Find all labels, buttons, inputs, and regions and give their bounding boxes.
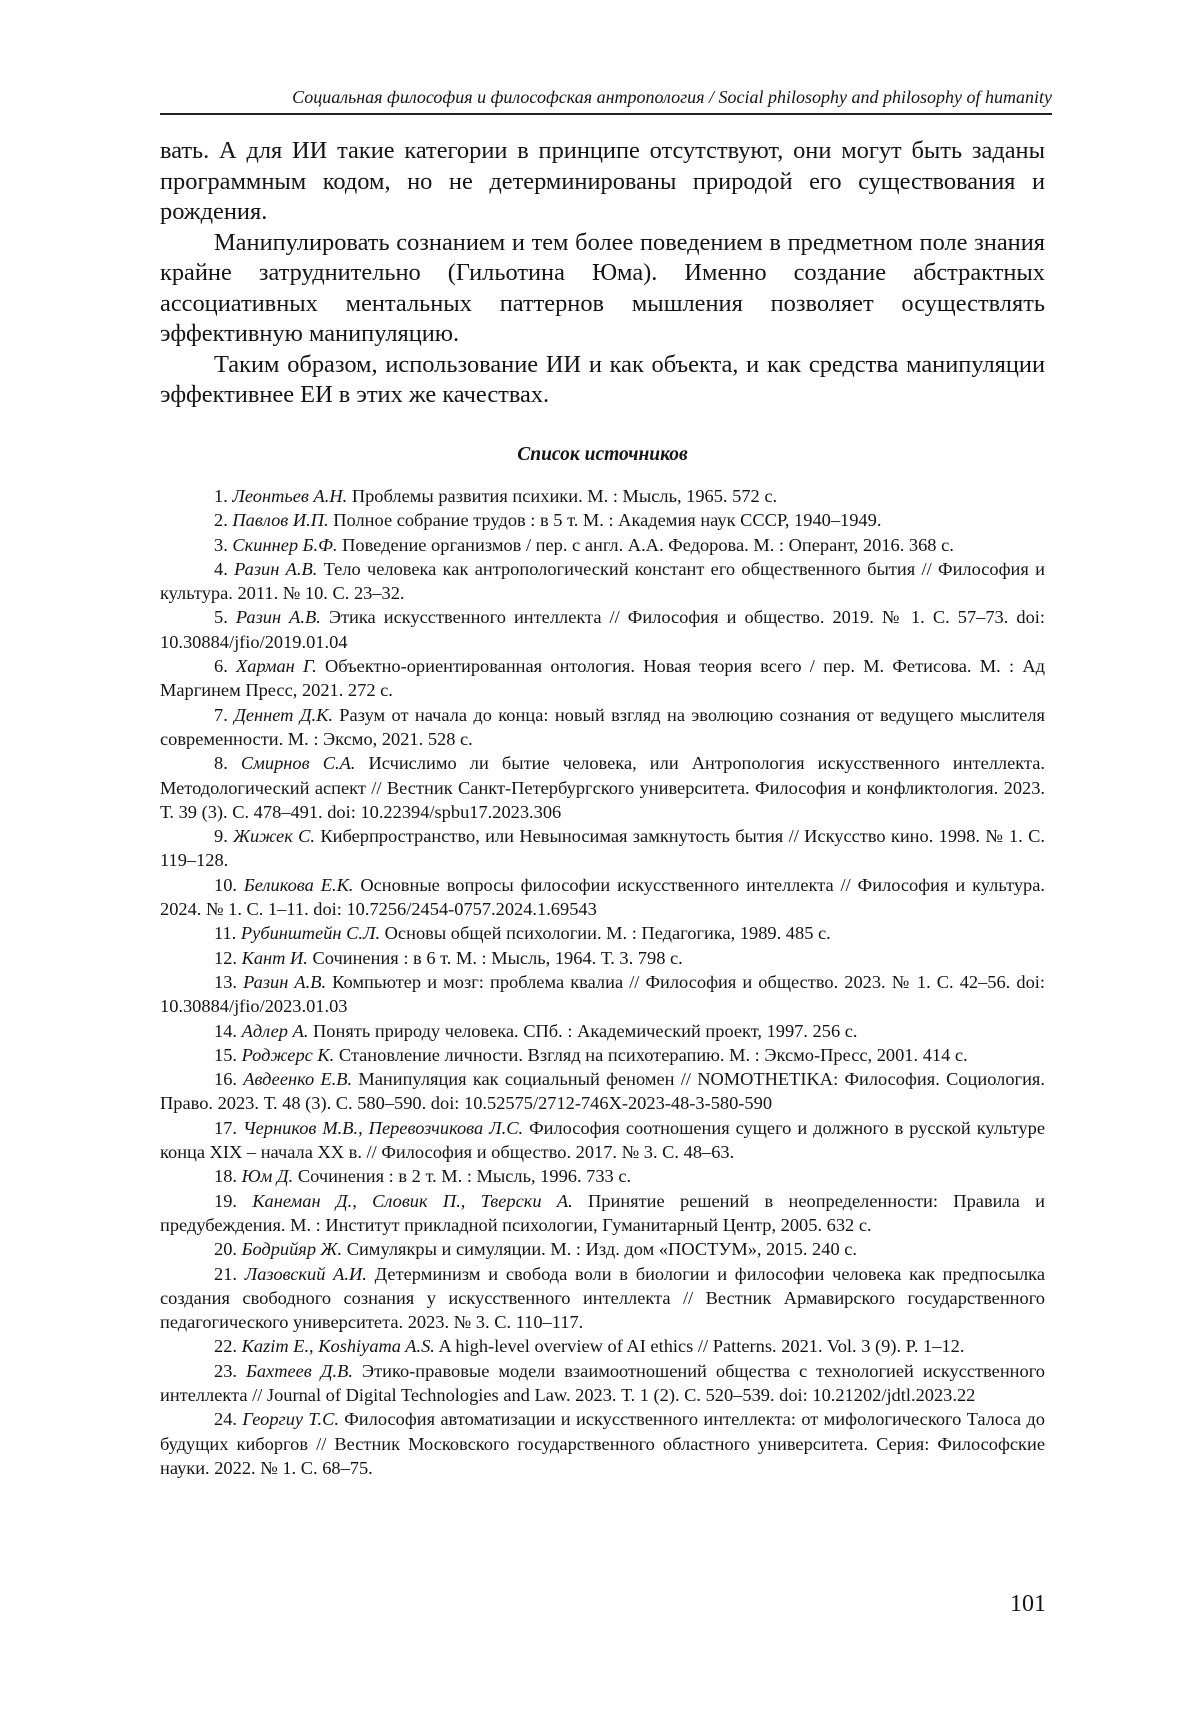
reference-text: Исчислимо ли бытие человека, или Антропология искусственного интеллекта. Методологический аспект // Вестник Санкт-Петербургского университета. Философия и конфликтология. 2023. Т. 39 (3). С. 478–491. doi: 10.22394/spbu17.2023.306 bbox=[160, 753, 1045, 822]
reference-number: 17. bbox=[214, 1117, 237, 1138]
reference-item bbox=[160, 1019, 1045, 1043]
reference-author: Кант И. bbox=[241, 947, 308, 968]
reference-item bbox=[160, 1043, 1045, 1067]
reference-number: 20. bbox=[214, 1239, 237, 1260]
reference-number: 3. bbox=[214, 534, 228, 555]
reference-author: Разин А.В. bbox=[235, 607, 321, 628]
reference-author: Роджерс К. bbox=[241, 1044, 335, 1065]
reference-text: Основные вопросы философии искусственного интеллекта // Философия и культура. 2024. № 1. С. 1–11. doi: 10.7256/2454-0757.2024.1.69543 bbox=[160, 874, 1045, 920]
reference-item bbox=[160, 508, 1045, 532]
reference-author: Разин А.В. bbox=[243, 971, 327, 992]
reference-text: Тело человека как антропологический констант его общественного бытия // Философия и культура. 2011. № 10. С. 23–32. bbox=[160, 558, 1045, 604]
reference-item bbox=[160, 1407, 1045, 1480]
reference-number: 11. bbox=[214, 923, 237, 944]
page-number: 101 bbox=[1010, 1591, 1046, 1617]
reference-item bbox=[160, 751, 1045, 824]
body-paragraph: Таким образом, использование ИИ и как объекта, и как средства манипуляции эффективнее ЕИ в этих же качествах. bbox=[160, 350, 1045, 408]
reference-author: Бодрийяр Ж. bbox=[241, 1239, 343, 1260]
reference-item bbox=[160, 1116, 1045, 1165]
reference-number: 8. bbox=[214, 753, 228, 774]
reference-item bbox=[160, 1262, 1045, 1335]
body-text bbox=[160, 136, 1045, 411]
reference-number: 21. bbox=[214, 1263, 237, 1284]
reference-item bbox=[160, 970, 1045, 1019]
reference-number: 6. bbox=[214, 656, 228, 677]
reference-text: Сочинения : в 2 т. М. : Мысль, 1996. 733 с. bbox=[297, 1166, 632, 1187]
reference-author: Георгиу Т.С. bbox=[242, 1409, 339, 1430]
reference-text: Принятие решений в неопределенности: Правила и предубеждения. М. : Институт прикладной психологии, Гуманитарный Центр, 2005. 632 с. bbox=[160, 1190, 1045, 1235]
reference-text: Становление личности. Взгляд на психотерапию. М. : Эксмо-Пресс, 2001. 414 с. bbox=[338, 1044, 968, 1065]
reference-number: 10. bbox=[214, 874, 237, 895]
reference-author: Жижек С. bbox=[233, 826, 316, 847]
reference-text: Разум от начала до конца: новый взгляд на эволюцию сознания от ведущего мыслителя современности. М. : Эксмо, 2021. 528 с. bbox=[160, 704, 1045, 749]
reference-author: Авдеенко Е.В. bbox=[243, 1069, 353, 1090]
reference-number: 15. bbox=[214, 1044, 237, 1065]
reference-item bbox=[160, 1067, 1045, 1116]
reference-text: Понять природу человека. СПб. : Академический проект, 1997. 256 с. bbox=[313, 1020, 858, 1041]
reference-number: 13. bbox=[214, 971, 237, 992]
reference-number: 1. bbox=[214, 486, 228, 506]
reference-item bbox=[160, 557, 1045, 606]
references-title: Список источников bbox=[517, 444, 688, 465]
reference-text: Компьютер и мозг: проблема квалиа // Философия и общество. 2023. № 1. С. 42–56. doi: 10.30884/jfio/2023.01.03 bbox=[160, 971, 1045, 1017]
reference-item bbox=[160, 1237, 1045, 1261]
reference-text: Философия соотношения сущего и должного в русской культуре конца XIX – начала XX в. // Философия и общество. 2017. № 3. С. 48–63. bbox=[160, 1117, 1045, 1163]
reference-number: 5. bbox=[214, 607, 228, 628]
reference-author: Канеман Д., Словик П., Тверски А. bbox=[252, 1190, 573, 1211]
reference-text: Детерминизм и свобода воли в биологии и философии человека как предпосылка создания свободного сознания у искусственного интеллекта // Вестник Армавирского государственного педагогического университета. 2023. № 3. С. 110–117. bbox=[160, 1263, 1045, 1333]
reference-number: 14. bbox=[214, 1020, 237, 1041]
reference-number: 16. bbox=[214, 1069, 237, 1090]
reference-text: Основы общей психологии. М. : Педагогика, 1989. 485 с. bbox=[384, 923, 831, 944]
reference-text: Манипуляция как социальный феномен // NOMOTHETIKA: Философия. Социология. Право. 2023. Т. 48 (3). С. 580–590. doi: 10.52575/2712-746X-2023-48-3-580-590 bbox=[160, 1069, 1045, 1114]
reference-author: Адлер А. bbox=[241, 1020, 309, 1041]
reference-text: Симулякры и симуляции. М. : Изд. дом «ПОСТУМ», 2015. 240 с. bbox=[346, 1239, 858, 1260]
reference-number: 2. bbox=[214, 510, 228, 531]
reference-item bbox=[160, 605, 1045, 654]
reference-number: 12. bbox=[214, 947, 237, 968]
reference-item bbox=[160, 946, 1045, 970]
reference-author: Павлов И.П. bbox=[232, 510, 329, 531]
reference-text: Философия автоматизации и искусственного интеллекта: от мифологического Талоса до будущих киборгов // Вестник Московского государственного областного университета. Серия: Философские науки. 2022. № 1. С. 68–75. bbox=[160, 1409, 1045, 1478]
reference-author: Разин А.В. bbox=[234, 558, 318, 579]
reference-number: 7. bbox=[214, 704, 228, 725]
reference-item bbox=[160, 703, 1045, 752]
reference-number: 19. bbox=[214, 1190, 237, 1211]
reference-number: 23. bbox=[214, 1360, 237, 1381]
reference-number: 22. bbox=[214, 1336, 237, 1357]
reference-author: Рубинштейн С.Л. bbox=[240, 923, 381, 944]
body-paragraph: Манипулировать сознанием и тем более поведением в предметном поле знания крайне затруднительно (Гильотина Юма). Именно создание абстрактных ассоциативных ментальных паттернов мышления позволяет осуществлять эффективную манипуляцию. bbox=[160, 228, 1045, 347]
reference-text: Сочинения : в 6 т. М. : Мысль, 1964. Т. 3. 798 с. bbox=[312, 947, 683, 968]
reference-author: Kazim E., Koshiyama A.S. bbox=[241, 1336, 435, 1357]
reference-author: Беликова Е.К. bbox=[243, 874, 354, 895]
reference-text: Этика искусственного интеллекта // Философия и общество. 2019. № 1. С. 57–73. doi: 10.30884/jfio/2019.01.04 bbox=[160, 607, 1045, 652]
reference-number: 9. bbox=[214, 826, 228, 847]
reference-number: 4. bbox=[214, 558, 228, 579]
reference-item bbox=[160, 654, 1045, 703]
reference-author: Лазовский А.И. bbox=[244, 1263, 367, 1284]
running-header: Социальная философия и философская антропология / Social philosophy and philosophy of humanity bbox=[292, 87, 1052, 107]
header-rule bbox=[160, 113, 1052, 115]
reference-text: Киберпространство, или Невыносимая замкнутость бытия // Искусство кино. 1998. № 1. С. 119–128. bbox=[160, 826, 1045, 871]
reference-author: Юм Д. bbox=[241, 1166, 294, 1187]
reference-author: Скиннер Б.Ф. bbox=[232, 534, 338, 555]
reference-item bbox=[160, 824, 1045, 873]
reference-author: Деннет Д.К. bbox=[234, 704, 333, 725]
reference-text: Проблемы развития психики. М. : Мысль, 1965. 572 с. bbox=[351, 486, 778, 506]
reference-author: Леонтьев А.Н. bbox=[232, 486, 348, 506]
reference-number: 18. bbox=[214, 1166, 237, 1187]
reference-author: Черников М.В., Перевозчикова Л.С. bbox=[242, 1117, 524, 1138]
reference-author: Харман Г. bbox=[236, 656, 317, 677]
reference-item bbox=[160, 533, 1045, 557]
reference-text: A high-level overview of AI ethics // Patterns. 2021. Vol. 3 (9). P. 1–12. bbox=[438, 1336, 965, 1357]
reference-item bbox=[160, 921, 1045, 945]
reference-author: Смирнов С.А. bbox=[240, 753, 356, 774]
body-paragraph: вать. А для ИИ такие категории в принципе отсутствуют, они могут быть заданы программным кодом, но не детерминированы природой его существования и рождения. bbox=[160, 137, 1045, 225]
reference-item bbox=[160, 1189, 1045, 1238]
reference-item bbox=[160, 1334, 1045, 1358]
reference-author: Бахтеев Д.В. bbox=[246, 1360, 353, 1381]
references-list bbox=[160, 484, 1045, 1480]
reference-number: 24. bbox=[214, 1409, 237, 1430]
reference-text: Поведение организмов / пер. с англ. А.А. Федорова. М. : Оперант, 2016. 368 с. bbox=[342, 534, 954, 555]
reference-item bbox=[160, 484, 1045, 508]
reference-item bbox=[160, 1164, 1045, 1188]
reference-item bbox=[160, 873, 1045, 922]
reference-text: Полное собрание трудов : в 5 т. М. : Академия наук СССР, 1940–1949. bbox=[333, 510, 882, 531]
reference-text: Этико-правовые модели взаимоотношений общества с технологией искусственного интеллекта // Journal of Digital Technologies and Law. 2023. Т. 1 (2). С. 520–539. doi: 10.21202/jdtl.2023.22 bbox=[160, 1360, 1045, 1405]
reference-text: Объектно-ориентированная онтология. Новая теория всего / пер. М. Фетисова. М. : Ад Маргинем Пресс, 2021. 272 с. bbox=[160, 656, 1045, 701]
reference-item bbox=[160, 1359, 1045, 1408]
